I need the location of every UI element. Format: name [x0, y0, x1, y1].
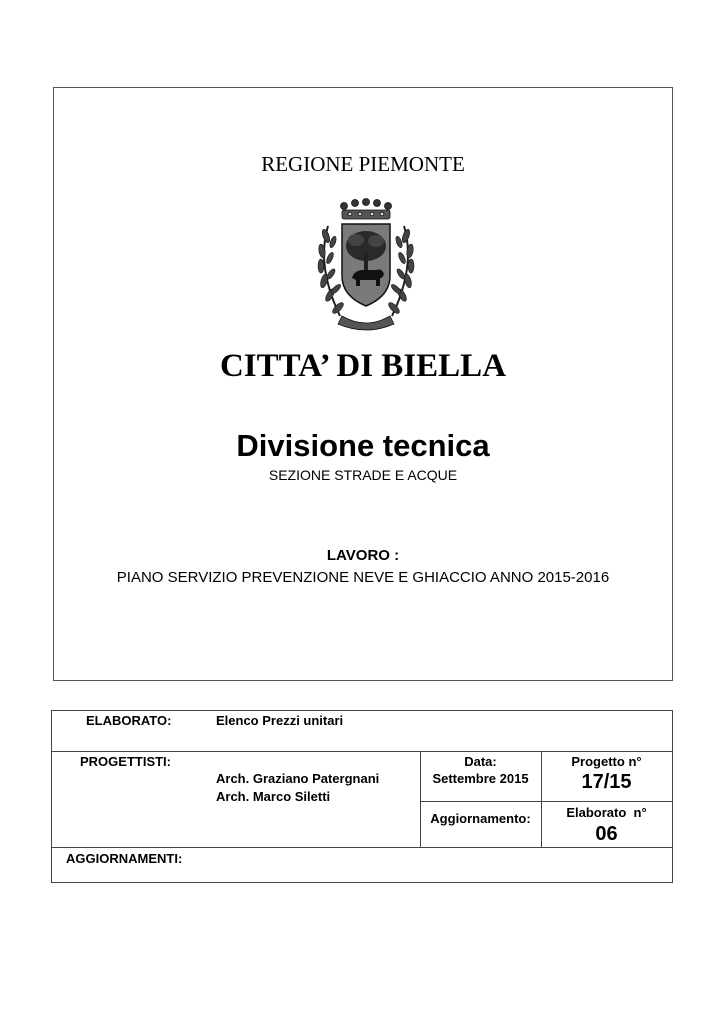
city-coat-of-arms-icon — [298, 196, 434, 334]
aggiornamenti-label: AGGIORNAMENTI: — [66, 851, 183, 866]
work-description: PIANO SERVIZIO PREVENZIONE NEVE E GHIACCIO ANNO 2015-2016 — [116, 569, 610, 586]
progetto-label: Progetto n° — [571, 754, 642, 769]
progetto-value: 17/15 — [581, 771, 632, 793]
row-divider — [52, 847, 672, 848]
division-title: Divisione tecnica — [236, 428, 490, 463]
data-label: Data: — [464, 754, 497, 769]
aggiornamento-label: Aggiornamento: — [430, 811, 531, 826]
data-value: Settembre 2015 — [432, 771, 529, 786]
row-divider — [420, 801, 672, 802]
elaborato-value: Elenco Prezzi unitari — [216, 713, 344, 728]
info-table — [51, 710, 673, 883]
city-title: CITTA’ DI BIELLA — [219, 348, 507, 384]
progettista-2: Arch. Marco Siletti — [216, 789, 331, 804]
elaborato-label: ELABORATO: — [86, 713, 172, 728]
progettista-1: Arch. Graziano Patergnani — [216, 771, 380, 786]
cover-frame — [53, 87, 673, 681]
elaborato-number-value: 06 — [595, 823, 618, 845]
progettisti-label: PROGETTISTI: — [80, 754, 171, 769]
elaborato-number-label: Elaborato n° — [566, 805, 647, 820]
section-subtitle: SEZIONE STRADE E ACQUE — [268, 467, 458, 483]
work-label: LAVORO : — [326, 547, 400, 564]
region-name: REGIONE PIEMONTE — [261, 152, 465, 176]
row-divider — [52, 751, 672, 752]
